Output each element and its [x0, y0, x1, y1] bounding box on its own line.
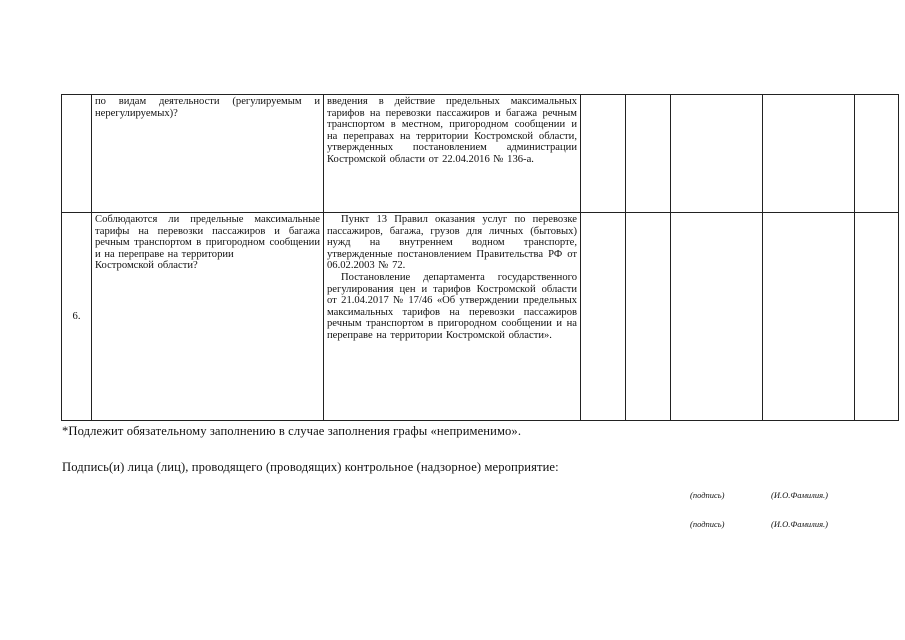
requisites-text: введения в действие предельных максимальных тарифов на перевозки пассажиров и багажа речным транспортом в местном, пригородном сообщении и на переправах на территории Костромской области, утвержденных постановлением администрации Костромской области от 22.04.2016 № 136-а.	[327, 96, 577, 165]
table-row	[62, 95, 899, 213]
table-row	[62, 213, 899, 421]
requisites-text: Постановление департамента государственного регулирования цен и тарифов Костромской области от 21.04.2017 № 17/46 «Об утверждении предельных максимальных тарифов на перевозки пассажиров речным транспортом в пригородном сообщении и на переправе на территории Костромской области».	[327, 271, 577, 341]
footnote: *Подлежит обязательному заполнению в случае заполнения графы «неприменимо».	[62, 424, 522, 438]
full-name-label: (И.О.Фамилия.)	[771, 490, 828, 500]
checklist-table	[61, 94, 899, 421]
answer-yes-cell	[581, 213, 626, 421]
note-cell	[763, 213, 855, 421]
question-cell	[92, 95, 324, 213]
signature-label: (подпись)	[690, 490, 725, 500]
answer-not-applicable-cell	[671, 95, 763, 213]
signature-heading: Подпись(и) лица (лиц), проводящего (проводящих) контрольное (надзорное) мероприятие:	[62, 460, 559, 474]
question-text-continued: Костромской области?	[95, 260, 198, 272]
full-name-label: (И.О.Фамилия.)	[771, 519, 828, 529]
row-number	[62, 95, 92, 213]
answer-not-applicable-cell	[671, 213, 763, 421]
extra-cell	[855, 213, 899, 421]
question-text: Соблюдаются ли предельные максимальные тарифы на перевозки пассажиров и багажа речным транспортом в пригородном сообщении и на переправе на территории	[95, 214, 320, 260]
signature-label: (подпись)	[690, 519, 725, 529]
question-cell	[92, 213, 324, 421]
note-cell	[763, 95, 855, 213]
question-text: по видам деятельности (регулируемым и нерегулируемых)?	[95, 96, 320, 119]
requisites-cell	[324, 95, 581, 213]
requisites-cell	[324, 213, 581, 421]
requisites-text: Пункт 13 Правил оказания услуг по перевозке пассажиров, багажа, грузов для личных (бытовых) нужд на внутреннем водном транспорте, утвержденные постановлением Правительства РФ от 06.02.2003 № 72.	[327, 214, 577, 272]
row-number: 6.	[62, 213, 92, 421]
answer-no-cell	[626, 95, 671, 213]
answer-no-cell	[626, 213, 671, 421]
answer-yes-cell	[581, 95, 626, 213]
extra-cell	[855, 95, 899, 213]
